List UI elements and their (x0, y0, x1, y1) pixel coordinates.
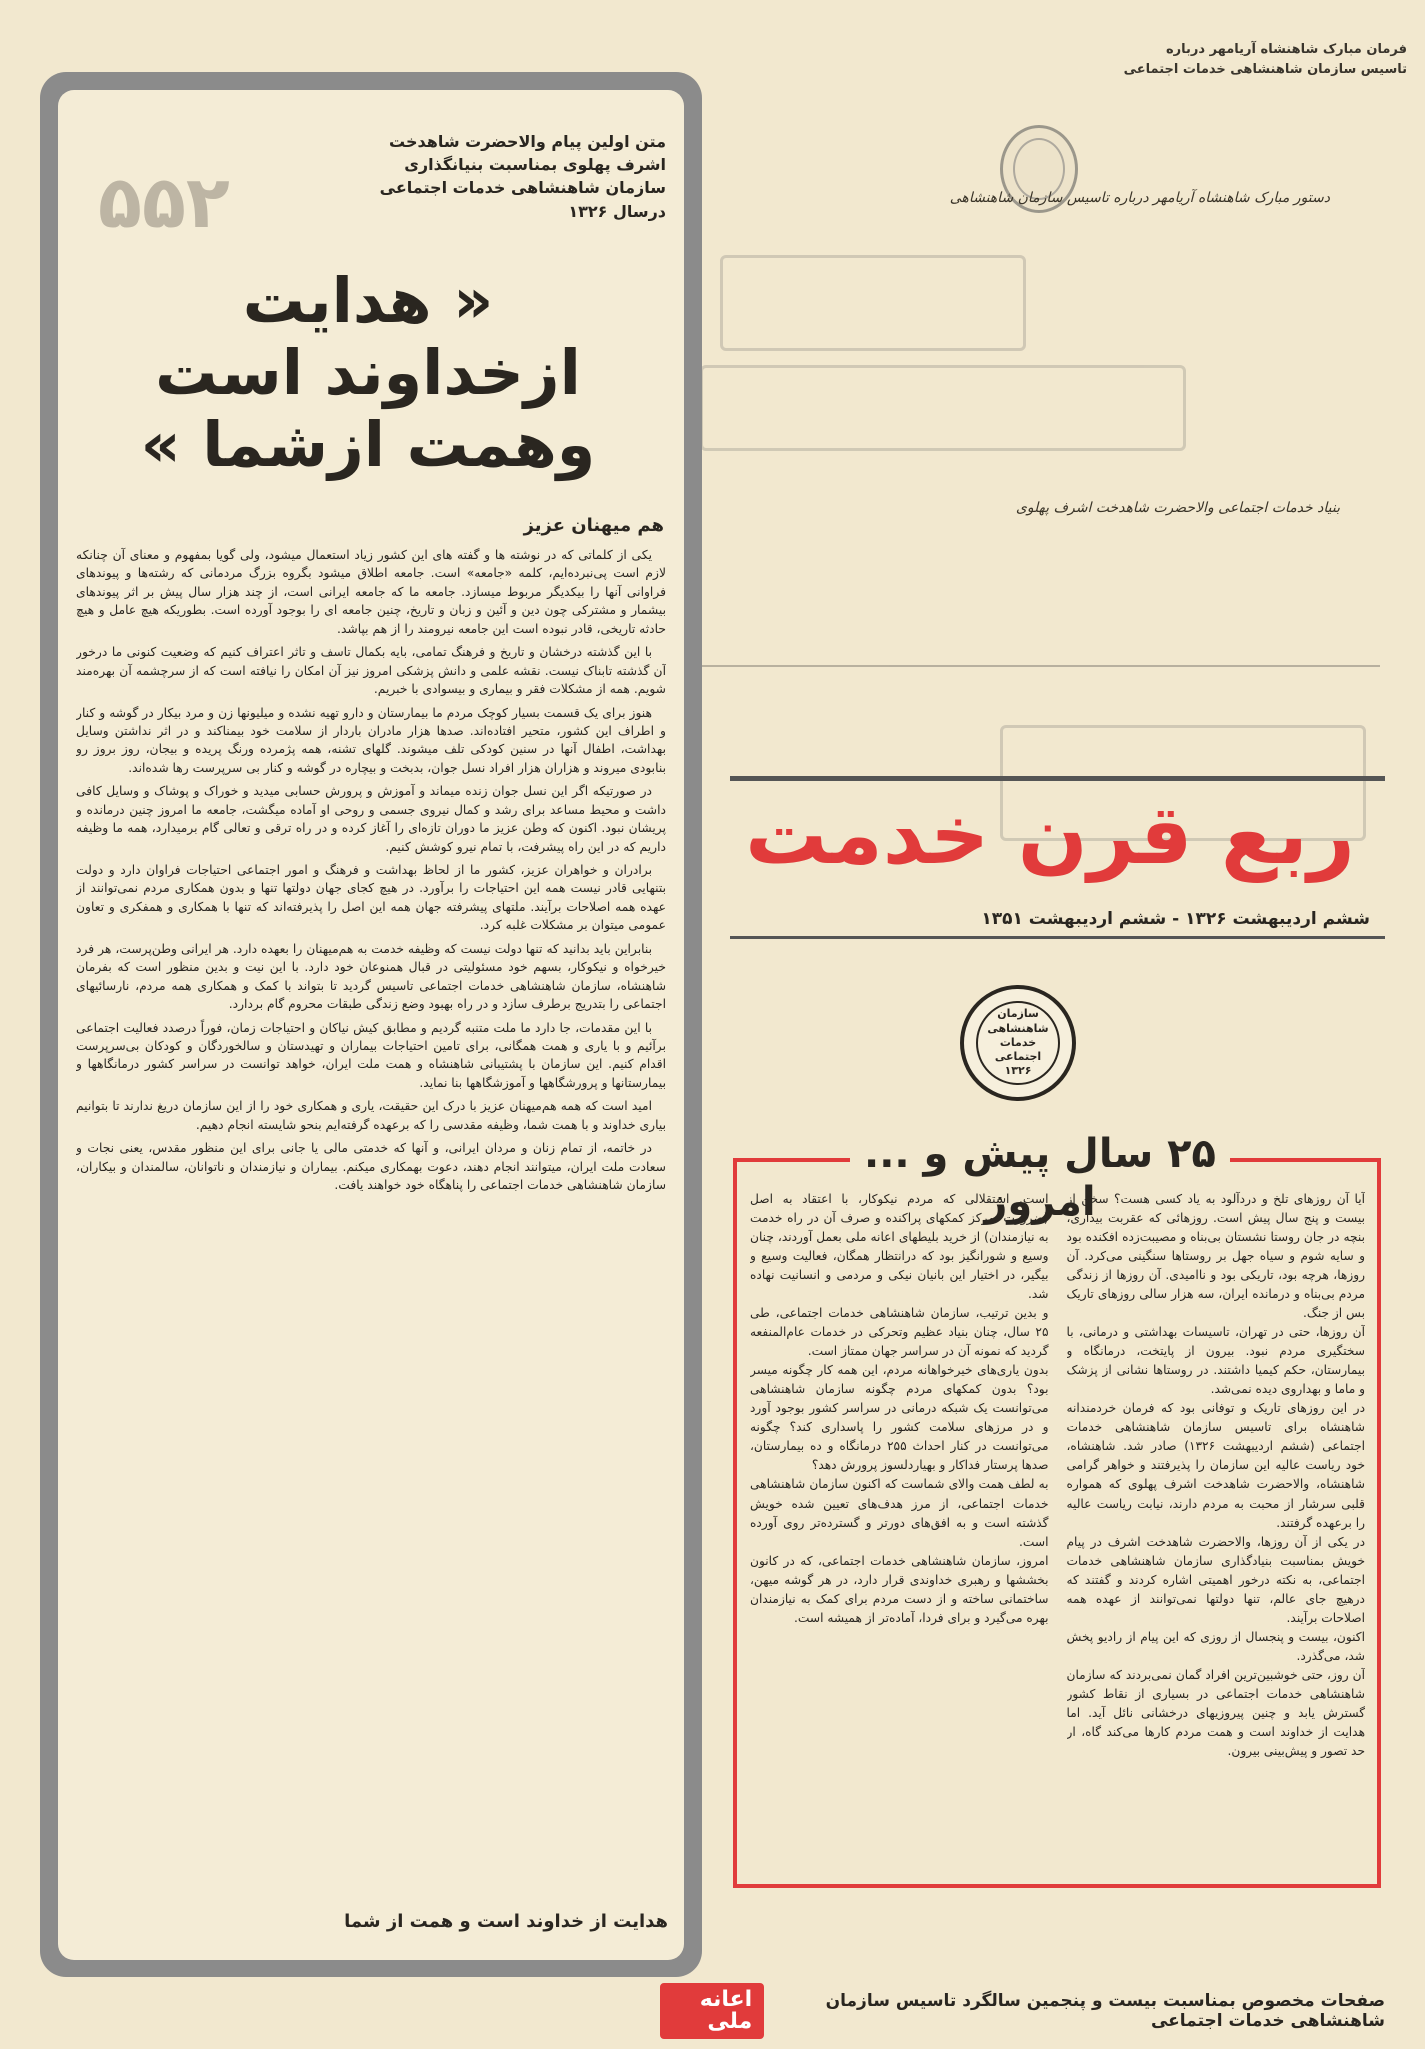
seal-line-2: خدمات اجتماعی (994, 1035, 1042, 1064)
article-title: ۲۵ سال پیش و ... امروز (850, 1130, 1230, 1226)
faded-issue-number: ۵۵۲ (98, 160, 230, 244)
message-paragraph: در خاتمه، از تمام زنان و مردان ایرانی، و آنها که خدمتی مالی یا جانی برای این منظور مقدس، یعنی نجات و سعادت ملت ایران، میتوانند انجام دهند، دعوت بهمکاری میکنم. بیماران و نیازمندان و ناتوانان، سالمندان و بیکاران، سازمان شاهنشاهی خدمات اجتماعی را پناهگاه خود خواهند یافت. (76, 1141, 666, 1192)
faded-newspaper-banner (700, 365, 1186, 451)
faded-rule (700, 665, 1380, 667)
signature-line-1: دستور مبارک شاهنشاه آریامهر درباره تاسیس سازمان شاهنشاهی (949, 190, 1330, 206)
message-paragraph: هنوز برای یک قسمت بسیار کوچک مردم ما بیمارستان و دارو تهیه نشده و میلیونها زن و مرد بیکار در گوشه و کنار و اطراف این کشور، متحیر افتاده‌اند. صدها هزار مادران باردار از سلامت خود بیمناکند و در اثر نداشتن وسایل بهداشت، اطفال آنها در سنین کودکی تلف میشوند. گلهای تشنه، همه پژمرده ورنگ پریده و بیجان، روز بروز رو بنابودی میروند و هزاران هزار افراد نسل جوان، بدبخت و بیچاره در گوشه و کنار بی سرپرست رها شده‌اند. (76, 705, 666, 775)
message-closing: هدایت از خداوند است و همت از شما (344, 1911, 668, 1932)
article-columns (750, 1190, 1365, 1870)
royal-signature (890, 190, 1330, 206)
anniversary-dates: ششم اردیبهشت ۱۳۲۶ - ششم اردیبهشت ۱۳۵۱ (981, 909, 1370, 929)
message-intro: متن اولین پیام والاحضرت شاهدخت اشرف پهلوی بمناسبت بنیانگذاری سازمان شاهنشاهی خدمات اجتماعی درسال ۱۳۲۶ (379, 132, 666, 221)
message-body (76, 546, 666, 1866)
message-paragraph: در صورتیکه اگر این نسل جوان زنده میماند و آموزش و پرورش حسابی میدید و خوراک و پوشاک و وسایل کافی داشت و محیط مساعد برای رشد و کمال نیروی جسمی و روحی او آماده میگشت، جامعه ما امروز چنین درمانده و پریشان نبود. اکنون که وطن عزیز ما دوران تازه‌ای را آغاز کرده و در راه ترقی و تعالی گام برمیدارد، همه ما وظیفه داریم که در این راه پیشرفت، با تمام نیرو کوشش کنیم. (76, 784, 666, 854)
page-title: ربع قرن خدمت (745, 788, 1355, 883)
message-paragraph: برادران و خواهران عزیز، کشور ما از لحاظ بهداشت و فرهنگ و امور اجتماعی احتیاجات فراوان دارد و دولت بتنهایی قادر نیست همه این احتیاجات را برآورد. در هیچ کجای جهان دولتها تنها و بدون همکاری مردم نمی‌توانند از عهده همه اصلاحات برآیند. ملتهای پیشرفته جهان همه این اصل را پذیرفته‌اند که تنها با همکاری و همفکری و تعاون عمومی میتوان بر مشکلات غلبه کرد. (76, 863, 666, 933)
signature-line-2: بنیاد خدمات اجتماعی والاحضرت شاهدخت اشرف پهلوی (1015, 500, 1340, 516)
faded-newspaper-masthead (720, 255, 1026, 351)
message-paragraph: با این گذشته درخشان و تاریخ و فرهنگ تمامی، بایه بکمال تاسف و تاثر اعتراف کنیم که وضعیت کنونی ما درخور آن گذشته تابناک نیست. نقشه علمی و دانش پزشکی امروز نیز آن امکان را نیافته است که از سرچشمه آن بهره‌مند شویم. همه از مشکلات فقر و بیماری و بیسوادی با خبریم. (76, 645, 666, 697)
organization-seal (960, 985, 1076, 1101)
message-paragraph: با این مقدمات، جا دارد ما ملت متنبه گردیم و مطابق کیش نیاکان و احتیاجات زمان، فوراً درصدد فعالیت اجتماعی برآئیم و با یاری و همت همگانی، برای تامین احتیاجات بیماران و تهیدستان و سالخوردگان و کودکان بی‌سرپرست اقدام کنیم. این سازمان با پشتیبانی شاهنشاه و همت ملت ایران، خواهد توانست در سراسر کشور درمانگاهها و بیمارستانها و پرورشگاهها و آموزشگاهها بنا نماید. (76, 1020, 666, 1090)
caption-line-2: تاسیس سازمان شاهنشاهی خدمات اجتماعی (1123, 61, 1407, 77)
decree-facsimile (700, 125, 1395, 845)
article-column-right: آیا آن روزهای تلخ و دردآلود به یاد کسی هست؟ سخن از بیست و پنج سال پیش است. روزهائی که عقربت بیداری، بنچه در جان روستا نشستان بی‌بناه و مصیبت‌زده افکنده بود و سایه شوم و سیاه جهل بر روستاها سنگینی می‌کرد. آن روزها، هرچه بود، تاریکی بود و ناامیدی. آن روزها از زندگی مردم بی‌بناه و درمانده ایران، سه هزار سالی روزهای تاریک بس از جنگ. آن روزها، حتی در تهران، تاسیسات بهداشتی و درمانی، با سختگیری مردم نبود. بیرون از پایتخت، درمانگاه و بیمارستان، حکم کیمیا داشتند. در روستاها نشانی از پزشک و ماما و بهداروی دیده نمی‌شد. در این روزهای تاریک و توفانی بود که فرمان خردمندانه شاهنشاه برای تاسیس سازمان شاهنشاهی خدمات اجتماعی (ششم اردیبهشت ۱۳۲۶) صادر شد. شاهنشاه، خود ریاست عالیه این سازمان را پذیرفتند و خواهر گرامی شاهنشاه، والاحضرت شاهدخت اشرف پهلوی که همواره قلبی سرشار از محبت به مردم دارند، نیابت ریاست عالیه را برعهده گرفتند. در یکی از آن روزها، والاحضرت شاهدخت اشرف در پیام خویش بمناسبت بنیادگذاری سازمان شاهنشاهی خدمات اجتماعی، به نکته درخور اهمیتی اشاره کردند و گفتند که درهیچ جای عالم، تنها دولتها نمی‌توانند از عهده همه اصلاحات برآیند. اکنون، بیست و پنجسال از روزی که این پیام از رادیو پخش شد، می‌گذرد. آن روز، حتی خوشبین‌ترین افراد گمان نمی‌بردند که سازمان شاهنشاهی خدمات اجتماعی در بسیاری از نقاط کشور گسترش یابد و چنین پیروزیهای درخشانی نائل آید. اما هدایت از خداوند است و همت مردم کارها می‌کند گاه، ار حد تصور و پیش‌بینی بیرون. (1066, 1192, 1365, 1758)
message-paragraph: امید است که همه هم‌میهنان عزیز با درک این حقیقت، یاری و همکاری خود را از این سازمان دریغ ندارند تا بتوانیم بیاری خداوند و با همت شما، وظیفه مقدسی را که برعهده گرفته‌ایم بنحو شایسته انجام دهیم. (76, 1099, 666, 1132)
message-paragraph: یکی از کلماتی که در نوشته ها و گفته های این کشور زیاد استعمال میشود، ولی گویا بمفهوم و معنای آن چنانکه لازم است پی‌نبرده‌ایم، کلمه «جامعه» است. جامعه اطلاق میشود بگروه بزرگ مردمانی که رشته‌ها و پیوندهای فراوانی آنها را بیکدیگر مربوط میسازد. جامعه ما که جامعه ایرانی است، از چند هزار سال پیش بر اثر پیوندهای بیشمار و مشترکی چون دین و آئین و زبان و تاریخ، چنین جامعه ای را بوجود آورده است. بطوریکه هیچ عامل و هیچ حادثه تاریخی، قادر نبوده است این جامعه نیرومند را از هم بپاشد. (76, 548, 666, 636)
page-footer (660, 1987, 1385, 2034)
message-greeting: هم میهنان عزیز (523, 515, 664, 536)
section-rule-top (730, 776, 1385, 781)
decree-caption (1077, 40, 1407, 79)
message-paragraph: بنابراین باید بدانید که تنها دولت نیست که وظیفه خدمت به هم‌میهنان را بعهده دارد. هر ایرانی وطن‌پرست، هر فرد خیرخواه و نیکوکار، بسهم خود مسئولیتی در قبال همنوعان خود دارد. با این نیت و بدین منظور است که بفرمان شاهنشاه، سازمان شاهنشاهی خدمات اجتماعی تاسیس گردید تا بتواند با کمک و همکاری همه مردم، نارسائیهای اجتماعی را بتدریج برطرف سازد و در راه بهبود وضع زندگی طبقات محروم گام بردارد. (76, 941, 666, 1012)
message-headline: « هدایت ازخداوند است وهمت ازشما » (140, 264, 596, 481)
section-rule-bottom (730, 936, 1385, 939)
seal-line-1: سازمان شاهنشاهی (987, 1007, 1049, 1035)
message-panel (58, 90, 684, 1960)
footer-text: صفحات مخصوص بمناسبت بیست و پنجمین سالگرد تاسیس سازمان شاهنشاهی خدمات اجتماعی (825, 1991, 1385, 2031)
caption-line-1: فرمان مبارک شاهنشاه آریامهر درباره (1165, 42, 1407, 57)
ashraf-signature (820, 500, 1340, 516)
seal-year: ۱۳۲۶ (1004, 1064, 1032, 1078)
article-column-left: است. استقلالی که مردم نیکوکار، با اعتقاد به اصل (ضرورت تمرکز کمکهای پراکنده و صرف آن در راه خدمت به نیازمندان) از خرید بلیطهای اعانه ملی بعمل آوردند، چنان وسیع و شورانگیز بود که درانتظار همگان، فعالیت وسیع و بیگیر، در اختیار این بانیان نیکی و مردمی و انسانیت نهاده شد. و بدین ترتیب، سازمان شاهنشاهی خدمات اجتماعی، طی ۲۵ سال، چنان بنیاد عظیم وتحرکی در خدمات عام‌المنفعه گردید که نمونه آن در سراسر جهان ممتاز است. بدون یاری‌های خیرخواهانه مردم، این همه کار چگونه میسر بود؟ بدون کمکهای مردم چگونه سازمان شاهنشاهی می‌توانست یک شبکه درمانی در سراسر کشور بوجود آورد و در مرزهای سلامت کشور را پاسداری کند؟ چگونه می‌توانست در کنار احداث ۲۵۵ درمانگاه و ده بیمارستان، صدها پرستار فداکار و بهیاردلسوز پرورش دهد؟ به لطف همت والای شماست که اکنون سازمان شاهنشاهی خدمات اجتماعی، از مرز هدف‌های تعیین شده خویش گذشته است و به افق‌های دورتر و گسترده‌تر روی آورده است. امروز، سازمان شاهنشاهی خدمات اجتماعی، که در کانون بخششها و رهبری خداوندی قرار دارد، در هر گوشه میهن، ساختمانی ساخته و از دست مردم برای کمک به نیازمندان بهره می‌گیرد و برای فردا، آماده‌تر از همیشه است. (750, 1192, 1049, 1625)
national-charity-logo: اعانه ملی (660, 1983, 764, 2039)
